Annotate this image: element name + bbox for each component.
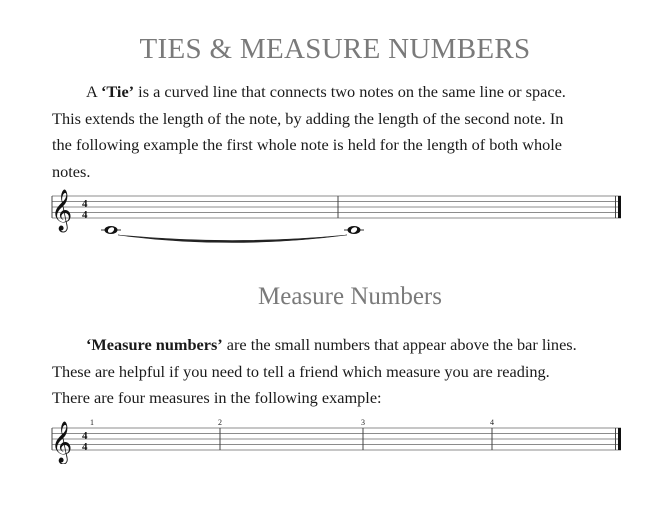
tie-paragraph-line-4: notes. [52,161,91,181]
measure-number-2: 2 [218,418,222,427]
whole-note-2 [348,226,361,234]
measure-paragraph-line-3: There are four measures in the following example: [52,388,382,407]
measure-number-3: 3 [361,418,365,427]
tie-example-staff [0,186,670,246]
measure-numbers-staff [0,414,670,464]
tie-paragraph-line-1 [52,79,612,106]
time-signature-bottom: 4 [82,209,88,221]
staff-lines [52,196,621,218]
page-title: TIES & MEASURE NUMBERS [139,33,531,65]
treble-clef-icon: 𝄞 [51,422,73,463]
tie-prefix: A [86,82,101,101]
whole-note-1 [105,226,118,234]
treble-clef-icon: 𝄞 [51,190,73,231]
time-signature-bottom: 4 [82,441,88,453]
tie-term: ‘Tie’ [100,82,135,101]
tie-line1-rest: is a curved line that connects two notes on the same line or space. [134,82,566,101]
time-signature-top: 4 [82,430,88,442]
measure-paragraph-line-1 [52,332,612,359]
measure-paragraph [52,332,612,412]
measure-number-1: 1 [90,418,94,427]
staff-lines [52,428,621,450]
measure-number-4: 4 [490,418,494,427]
tie-paragraph-line-2: This extends the length of the note, by adding the length of the second note. In [52,108,564,128]
measure-line1-rest: are the small numbers that appear above the bar lines. [222,335,577,354]
tie-paragraph [52,79,612,185]
measure-term: ‘Measure numbers’ [86,335,223,354]
measure-paragraph-line-2: These are helpful if you need to tell a friend which measure you are reading. [52,361,550,381]
section-heading: Measure Numbers [258,283,442,310]
tie-curve [118,235,347,243]
tie-paragraph-line-3: the following example the first whole note is held for the length of both whole [52,135,563,154]
time-signature-top: 4 [82,198,88,210]
